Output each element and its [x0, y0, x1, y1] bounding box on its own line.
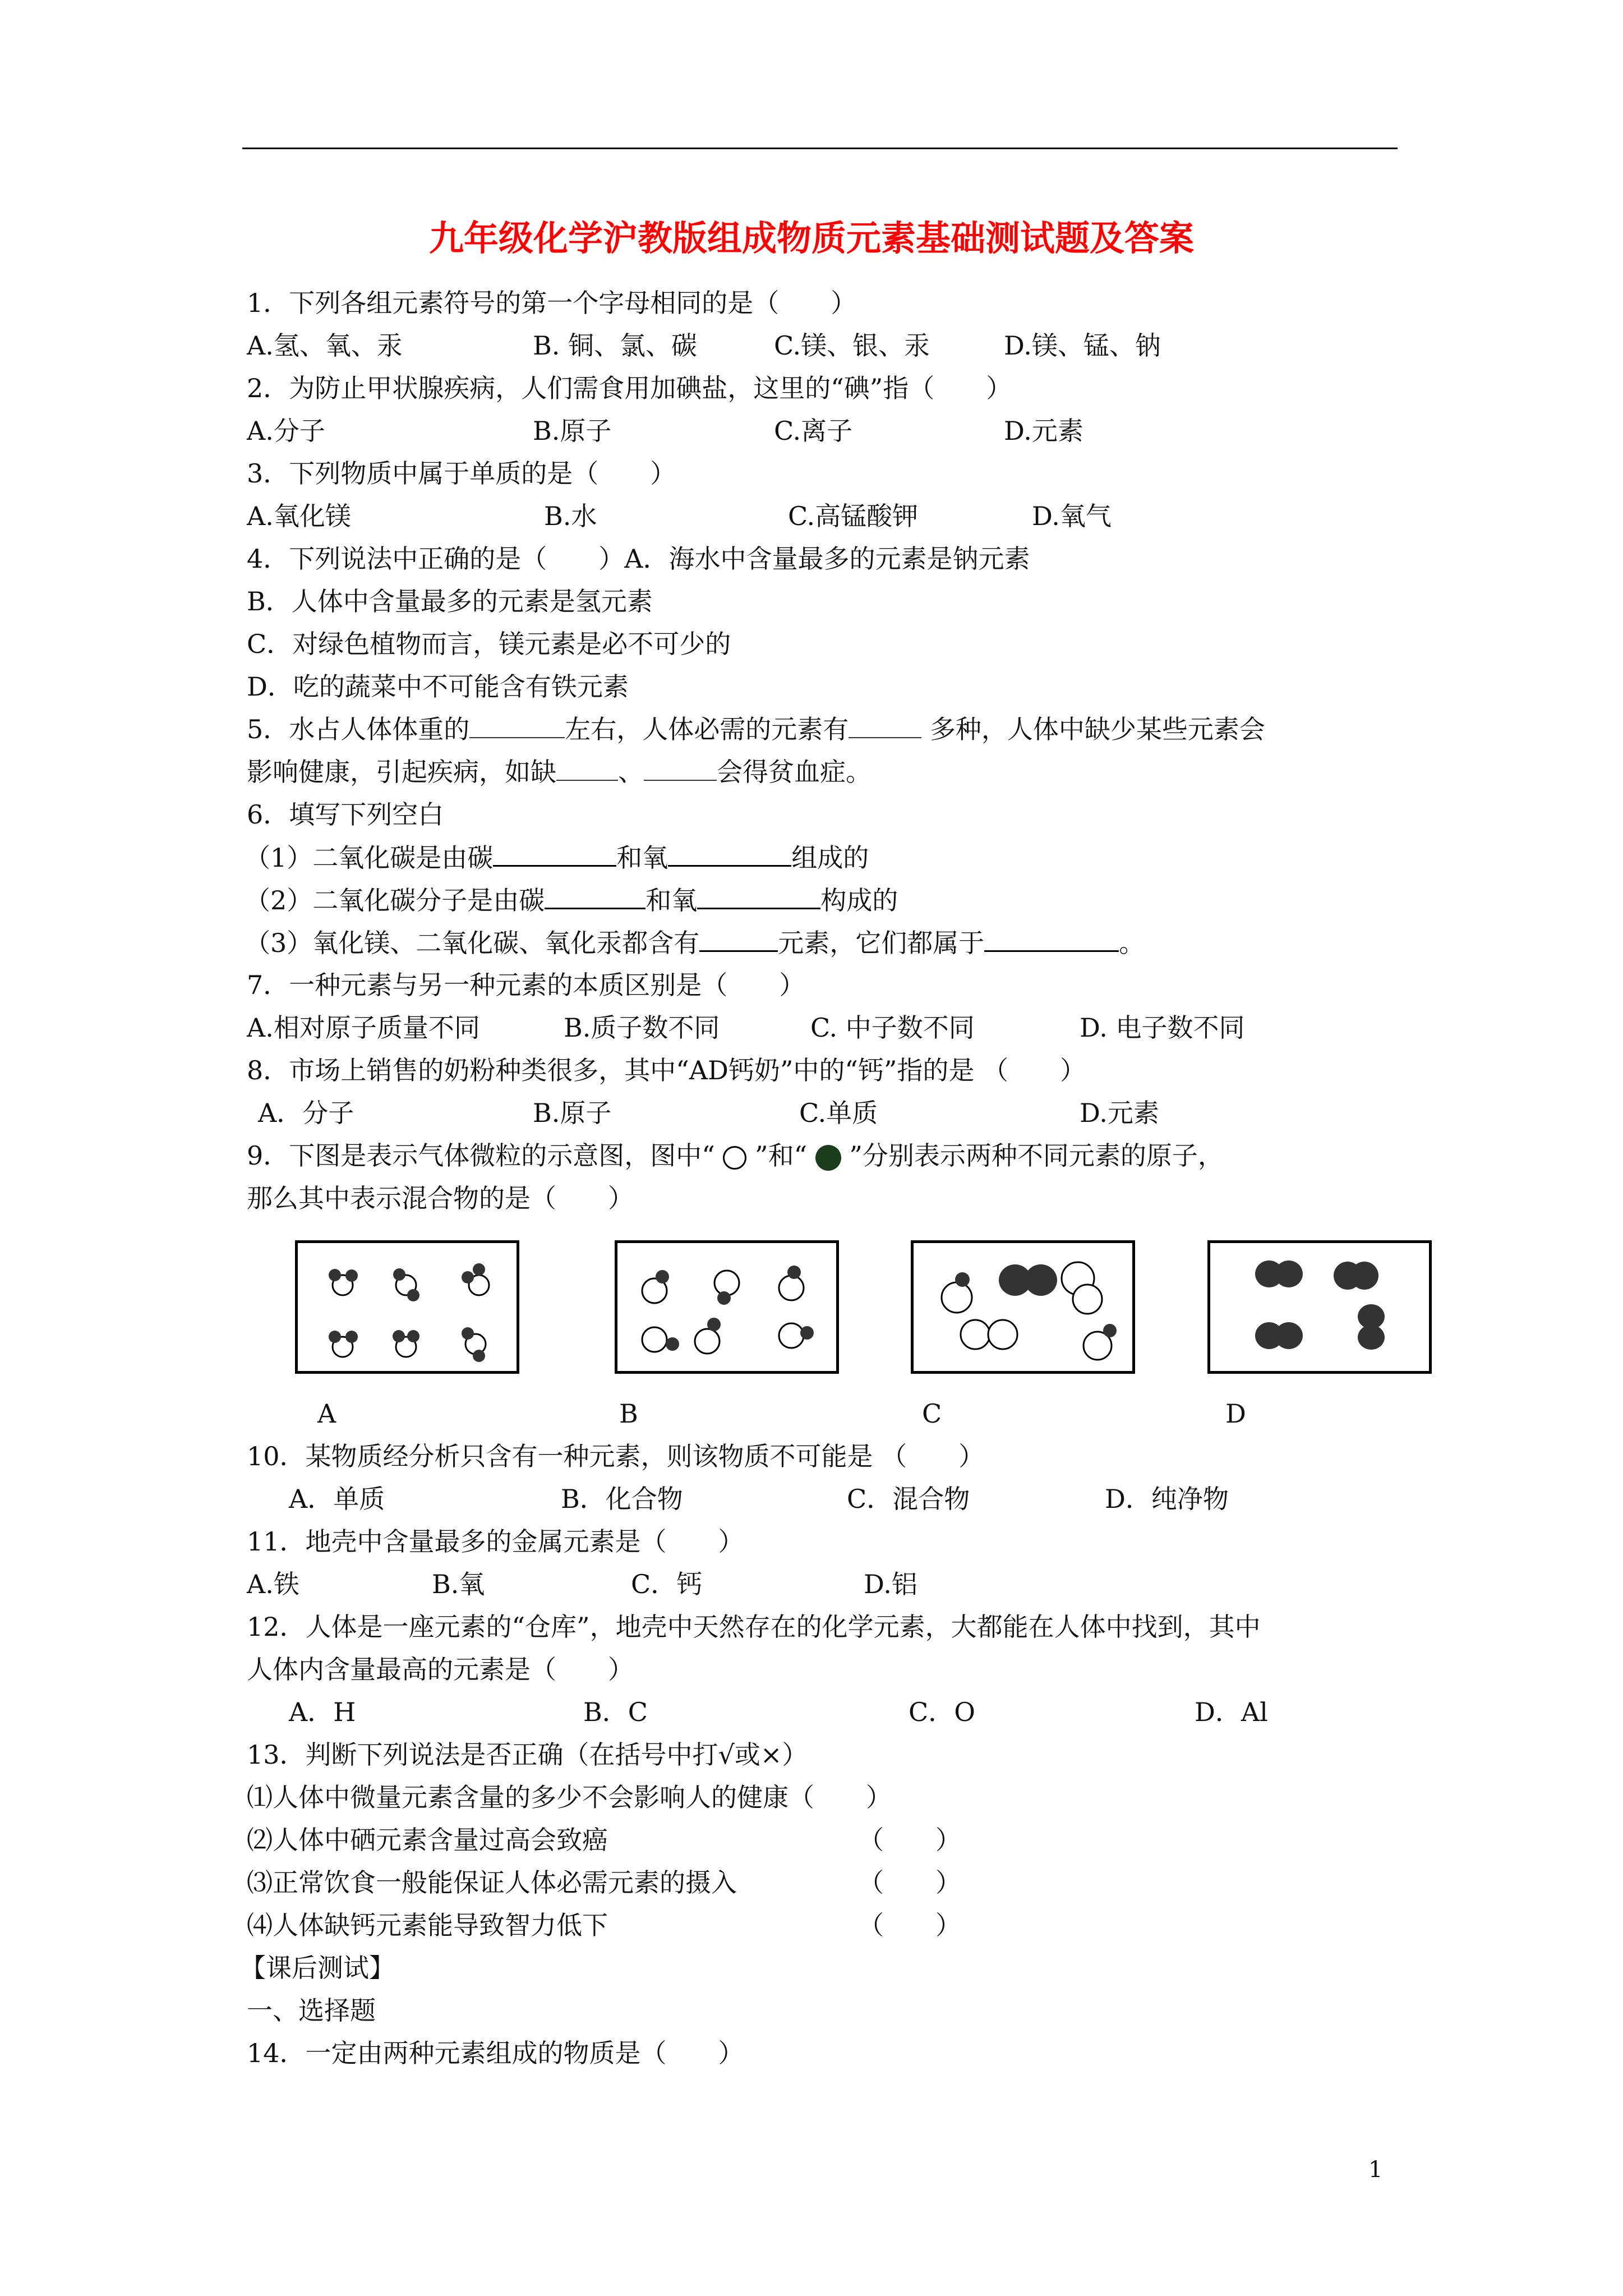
figure-c-molecules — [914, 1243, 1132, 1371]
q3-option-b: B.水 — [544, 501, 597, 531]
q6-s3-text-a: （3）氧化镁、二氧化碳、氧化汞都含有 — [245, 928, 700, 958]
q12-option-c: C．O — [909, 1697, 975, 1727]
q5-text-6: 会得贫血症。 — [717, 757, 872, 787]
q3-stem: 3．下列物质中属于单质的是（ ） — [247, 458, 676, 489]
q12-stem-line1: 12．人体是一座元素的“仓库”，地壳中天然存在的化学元素，大都能在人体中找到，其中 — [247, 1612, 1261, 1642]
q6-s2-text-c: 构成的 — [820, 885, 898, 915]
q13-stem: 13．判断下列说法是否正确（在括号中打√或×） — [247, 1740, 808, 1770]
q6-s1-text-c: 组成的 — [791, 843, 869, 873]
q5-blank-1[interactable] — [556, 755, 618, 781]
q4-option-c: C．对绿色植物而言，镁元素是必不可少的 — [247, 629, 731, 659]
q11-option-c: C．钙 — [631, 1569, 703, 1599]
q5-text-2: 左右，人体必需的元素有 — [565, 714, 849, 744]
figure-label-c: C — [922, 1398, 942, 1429]
q11-stem: 11．地壳中含量最多的金属元素是（ ） — [247, 1526, 744, 1557]
q9-text-1: 9．下图是表示气体微粒的示意图，图中“ — [247, 1140, 715, 1171]
section-after-class-test: 【课后测试】 — [240, 1953, 395, 1983]
q2-option-d: D.元素 — [1004, 416, 1083, 446]
filled-atom-icon — [815, 1145, 841, 1171]
q3-option-a: A.氧化镁 — [247, 501, 351, 531]
q6-sub2 — [245, 883, 898, 917]
q9-text-2: ”和“ — [755, 1140, 808, 1171]
header-rule — [242, 148, 1398, 149]
figure-label-d: D — [1225, 1398, 1246, 1429]
q5-blank-count[interactable] — [849, 712, 921, 738]
figure-c-box — [911, 1240, 1135, 1374]
q6-stem: 6．填写下列空白 — [247, 799, 444, 830]
q8-stem: 8．市场上销售的奶粉种类很多，其中“AD钙奶”中的“钙”指的是 （ ） — [247, 1055, 1086, 1085]
section-multiple-choice: 一、选择题 — [247, 1995, 376, 2026]
q11-option-a: A.铁 — [247, 1569, 299, 1599]
q6-sub1 — [245, 840, 869, 875]
q10-option-d: D．纯净物 — [1105, 1484, 1229, 1514]
q2-option-b: B.原子 — [533, 416, 612, 446]
q2-stem: 2．为防止甲状腺疾病，人们需食用加碘盐，这里的“碘”指（ ） — [247, 373, 1012, 403]
q10-stem: 10．某物质经分析只含有一种元素，则该物质不可能是 （ ） — [247, 1441, 985, 1471]
q9-line1 — [247, 1139, 1224, 1172]
q6-s3-blank-category[interactable] — [984, 926, 1119, 952]
figure-b-box — [615, 1240, 839, 1374]
q11-option-b: B.氧 — [432, 1569, 485, 1599]
q12-stem-line2: 人体内含量最高的元素是（ ） — [247, 1654, 634, 1685]
q6-s3-text-b: 元素，它们都属于 — [778, 928, 985, 958]
figure-b-molecules — [617, 1243, 836, 1371]
q13-statement-4: ⑷人体缺钙元素能导致智力低下 — [247, 1910, 608, 1940]
q1-option-d: D.镁、锰、钠 — [1004, 330, 1161, 361]
q5-text-3: 多种，人体中缺少某些元素会 — [921, 714, 1265, 744]
q6-s1-blank-carbon[interactable] — [493, 840, 616, 867]
q11-option-d: D.铝 — [864, 1569, 917, 1599]
q8-option-b: B.原子 — [533, 1098, 612, 1128]
q10-option-c: C．混合物 — [847, 1484, 970, 1514]
figure-d-box — [1207, 1240, 1432, 1374]
figure-a-box — [295, 1240, 519, 1374]
q12-option-a: A．H — [289, 1697, 356, 1727]
q5-text-4: 影响健康，引起疾病，如缺 — [247, 757, 556, 787]
q9-line2: 那么其中表示混合物的是（ ） — [247, 1183, 634, 1213]
figure-a-molecules — [298, 1243, 517, 1371]
q13-answer-paren-4[interactable]: （ ） — [858, 1910, 961, 1940]
q10-option-a: A．单质 — [289, 1484, 385, 1514]
q13-answer-paren-3[interactable]: （ ） — [858, 1867, 961, 1898]
q6-s1-text-b: 和氧 — [616, 843, 668, 873]
q3-option-d: D.氧气 — [1032, 501, 1112, 531]
q6-s2-blank-oxygen[interactable] — [697, 883, 820, 909]
q7-option-c: C. 中子数不同 — [810, 1013, 975, 1043]
q8-option-c: C.单质 — [799, 1098, 878, 1128]
q4-stem: 4．下列说法中正确的是（ ）A．海水中含量最多的元素是钠元素 — [247, 544, 1030, 574]
q13-statement-1: ⑴人体中微量元素含量的多少不会影响人的健康（ ） — [247, 1782, 892, 1812]
q8-option-d: D.元素 — [1080, 1098, 1159, 1128]
q7-option-a: A.相对原子质量不同 — [247, 1013, 480, 1043]
q10-option-b: B．化合物 — [561, 1484, 683, 1514]
q1-stem: 1．下列各组元素符号的第一个字母相同的是（ ） — [247, 288, 857, 318]
q2-option-c: C.离子 — [774, 416, 853, 446]
q13-statement-2: ⑵人体中硒元素含量过高会致癌 — [247, 1825, 608, 1855]
q7-option-d: D. 电子数不同 — [1080, 1013, 1245, 1043]
q7-stem: 7．一种元素与另一种元素的本质区别是（ ） — [247, 970, 805, 1000]
q6-s2-text-a: （2）二氧化碳分子是由碳 — [245, 885, 545, 915]
q5-blank-water[interactable] — [469, 712, 565, 738]
q5-text-5: 、 — [618, 757, 644, 787]
q5-text-1: 5．水占人体体重的 — [247, 714, 470, 744]
q5-line2 — [247, 755, 872, 789]
q5-line1 — [247, 712, 1265, 746]
q2-option-a: A.分子 — [247, 416, 325, 446]
q1-option-b: B. 铜、氯、碳 — [533, 330, 698, 361]
q6-s2-text-b: 和氧 — [645, 885, 698, 915]
q6-s1-text-a: （1）二氧化碳是由碳 — [245, 843, 494, 873]
open-atom-icon — [723, 1146, 746, 1170]
q14-stem: 14．一定由两种元素组成的物质是（ ） — [247, 2038, 744, 2068]
q6-s1-blank-oxygen[interactable] — [668, 840, 791, 867]
q7-option-b: B.质子数不同 — [564, 1013, 720, 1043]
q1-option-c: C.镁、银、汞 — [774, 330, 930, 361]
figure-d-molecules — [1210, 1243, 1429, 1371]
q1-option-a: A.氢、氧、汞 — [247, 330, 403, 361]
page-number: 1 — [1368, 2157, 1383, 2183]
q6-s3-text-c: 。 — [1119, 928, 1145, 958]
q5-blank-2[interactable] — [644, 755, 717, 781]
figure-label-a: A — [317, 1398, 336, 1429]
q3-option-c: C.高锰酸钾 — [788, 501, 919, 531]
q12-option-d: D．Al — [1195, 1697, 1268, 1727]
q13-answer-paren-2[interactable]: （ ） — [858, 1825, 961, 1855]
q8-option-a: A．分子 — [258, 1098, 354, 1128]
q13-statement-3: ⑶正常饮食一般能保证人体必需元素的摄入 — [247, 1867, 737, 1898]
q12-option-b: B．C — [583, 1697, 648, 1727]
document-title: 九年级化学沪教版组成物质元素基础测试题及答案 — [428, 218, 1194, 259]
q4-option-b: B．人体中含量最多的元素是氢元素 — [247, 586, 653, 616]
q9-text-3: ”分别表示两种不同元素的原子， — [849, 1140, 1224, 1171]
figure-label-b: B — [619, 1398, 638, 1429]
q6-s3-blank-element[interactable] — [699, 926, 778, 952]
q4-option-d: D．吃的蔬菜中不可能含有铁元素 — [247, 671, 629, 702]
q6-s2-blank-carbon[interactable] — [545, 883, 645, 909]
q6-sub3 — [245, 926, 1145, 960]
